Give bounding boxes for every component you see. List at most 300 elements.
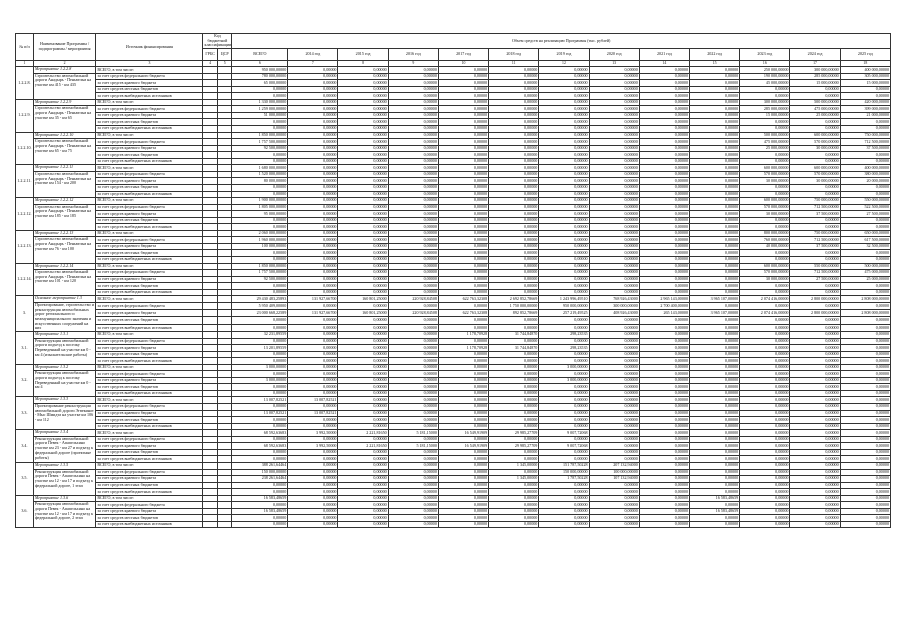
year-cell: 31 744,84870 — [489, 332, 539, 339]
year-cell: 0,00000 — [690, 256, 740, 263]
year-cell: 0,00000 — [489, 351, 539, 358]
funding-source: за счет средств местных бюджетов — [96, 351, 203, 358]
year-cell: 0,00000 — [690, 436, 740, 443]
year-cell: 0,00000 — [388, 515, 438, 522]
year-cell: 0,00000 — [388, 211, 438, 218]
year-cell: 0,00000 — [539, 126, 589, 133]
funding-source: за счет средств внебюджетных источников — [96, 489, 203, 496]
measure-name: Основное мероприятие 1.3 — [33, 296, 95, 303]
year-cell: 0,00000 — [539, 324, 589, 331]
year-cell: 0,00000 — [539, 184, 589, 191]
year-cell: 0,00000 — [438, 476, 488, 483]
year-cell: 420 000,00000 — [840, 99, 890, 106]
year-cell: 0,00000 — [338, 436, 388, 443]
year-cell: 0,00000 — [288, 324, 338, 331]
year-cell: 0,00000 — [288, 139, 338, 146]
year-cell: 0,00000 — [589, 86, 639, 93]
year-cell: 0,00000 — [489, 178, 539, 185]
year-cell: 25 000,00000 — [790, 112, 840, 119]
year-cell: 0,00000 — [589, 126, 639, 133]
year-cell: 0,00000 — [639, 256, 689, 263]
year-cell: 0,00000 — [790, 502, 840, 509]
measure-description: Реконструкция автомобильной дороги Певек - Апапельхино на участке км 12 - км 17 и подъезд к федеральной дороге, 1 этап — [33, 469, 95, 495]
year-cell: 0,00000 — [589, 289, 639, 296]
year-cell: 475 000,00000 — [840, 270, 890, 277]
year-cell: 0,00000 — [740, 184, 790, 191]
year-cell: 0,00000 — [790, 364, 840, 371]
year-cell: 0,00000 — [388, 112, 438, 119]
year-cell: 0,00000 — [690, 377, 740, 384]
year-cell: 0,00000 — [338, 317, 388, 324]
year-cell: 0,00000 — [288, 152, 338, 159]
year-cell: 0,00000 — [338, 371, 388, 378]
year-cell: 0,00000 — [438, 178, 488, 185]
year-cell: 0,00000 — [840, 456, 890, 463]
year-cell: 0,00000 — [740, 324, 790, 331]
year-cell: 0,00000 — [438, 462, 488, 469]
header-kbk: Код бюджетной классификации — [204, 33, 232, 48]
funding-source: ВСЕГО, в том числе: — [96, 430, 203, 437]
year-cell: 0,00000 — [639, 250, 689, 257]
year-cell: 30 000,00000 — [790, 178, 840, 185]
year-cell: 0,00000 — [639, 178, 689, 185]
year-cell: 298,23535 — [539, 345, 589, 352]
year-cell: 0,00000 — [388, 456, 438, 463]
total-cell: 0,00000 — [232, 371, 288, 378]
year-cell: 0,00000 — [840, 302, 890, 309]
year-cell: 0,00000 — [338, 73, 388, 80]
year-cell: 0,00000 — [790, 521, 840, 528]
year-cell: 0,00000 — [539, 80, 589, 87]
year-cell: 0,00000 — [790, 256, 840, 263]
year-cell: 0,00000 — [589, 423, 639, 430]
year-cell: 0,00000 — [740, 224, 790, 231]
total-cell: 0,00000 — [232, 126, 288, 133]
year-cell: 0,00000 — [639, 126, 689, 133]
funding-source: ВСЕГО, в том числе: — [96, 397, 203, 404]
year-cell: 0,00000 — [288, 191, 338, 198]
total-cell: 0,00000 — [232, 250, 288, 257]
year-cell: 0,00000 — [589, 377, 639, 384]
year-cell: 0,00000 — [338, 158, 388, 165]
year-cell: 0,00000 — [840, 476, 890, 483]
year-cell: 0,00000 — [489, 495, 539, 502]
year-cell: 0,00000 — [740, 364, 790, 371]
row-number: 3.4. — [16, 430, 34, 463]
year-cell: 0,00000 — [790, 191, 840, 198]
year-cell: 2 074 416,00000 — [740, 296, 790, 303]
year-cell: 0,00000 — [639, 456, 689, 463]
year-cell: 220 928,84508 — [388, 296, 438, 303]
column-number: 18 — [840, 61, 890, 67]
year-cell: 0,00000 — [489, 502, 539, 509]
year-cell: 0,00000 — [639, 338, 689, 345]
year-cell: 0,00000 — [840, 256, 890, 263]
year-cell: 0,00000 — [438, 80, 488, 87]
column-number: 6 — [232, 61, 288, 67]
total-cell: 0,00000 — [232, 502, 288, 509]
total-cell: 65 000,00000 — [232, 80, 288, 87]
year-cell: 0,00000 — [639, 99, 689, 106]
year-cell: 0,00000 — [489, 489, 539, 496]
total-cell: 0,00000 — [232, 358, 288, 365]
year-cell: 0,00000 — [690, 404, 740, 411]
year-cell: 0,00000 — [690, 224, 740, 231]
year-cell: 0,00000 — [539, 112, 589, 119]
year-cell: 0,00000 — [740, 423, 790, 430]
year-cell: 0,00000 — [388, 93, 438, 100]
year-cell: 5 181,15000 — [388, 430, 438, 437]
year-cell: 622 763,32308 — [438, 296, 488, 303]
year-cell: 0,00000 — [288, 476, 338, 483]
year-cell: 0,00000 — [639, 351, 689, 358]
year-cell: 0,00000 — [489, 139, 539, 146]
total-cell: 0,00000 — [232, 224, 288, 231]
year-cell: 0,00000 — [489, 198, 539, 205]
total-cell: 0,00000 — [232, 317, 288, 324]
funding-source: ВСЕГО, в том числе: — [96, 495, 203, 502]
column-number: 12 — [539, 61, 589, 67]
row-number: 1.2.2.13. — [16, 230, 34, 263]
total-cell: 238 261,64464 — [232, 476, 288, 483]
year-cell: 0,00000 — [288, 423, 338, 430]
year-cell: 40 000,00000 — [740, 243, 790, 250]
year-cell: 0,00000 — [288, 377, 338, 384]
year-cell: 0,00000 — [539, 86, 589, 93]
total-cell: 0,00000 — [232, 152, 288, 159]
funding-source: ВСЕГО, в том числе: — [96, 263, 203, 270]
year-cell: 25 000,00000 — [840, 276, 890, 283]
year-cell: 0,00000 — [639, 191, 689, 198]
year-cell: 0,00000 — [338, 119, 388, 126]
year-cell: 0,00000 — [639, 145, 689, 152]
year-cell: 0,00000 — [338, 289, 388, 296]
year-cell: 0,00000 — [288, 456, 338, 463]
funding-source: за счет средств федерального бюджета — [96, 204, 203, 211]
year-cell: 0,00000 — [589, 384, 639, 391]
funding-source: за счет средств федерального бюджета — [96, 436, 203, 443]
year-cell: 0,00000 — [539, 410, 589, 417]
year-cell: 0,00000 — [589, 397, 639, 404]
year-cell: 0,00000 — [288, 302, 338, 309]
measure-description: Строительство автомобильной дороги Анадырь - Пеньвельм на участке км 65 - км 75 — [33, 139, 95, 165]
year-cell: 0,00000 — [589, 371, 639, 378]
year-cell: 0,00000 — [539, 283, 589, 290]
funding-source: за счет средств федерального бюджета — [96, 139, 203, 146]
year-cell: 0,00000 — [790, 489, 840, 496]
year-cell: 0,00000 — [539, 423, 589, 430]
column-number: 11 — [489, 61, 539, 67]
year-cell: 0,00000 — [489, 191, 539, 198]
year-cell: 0,00000 — [589, 358, 639, 365]
year-cell: 298,23535 — [539, 332, 589, 339]
year-cell: 0,00000 — [740, 358, 790, 365]
year-cell: 0,00000 — [589, 158, 639, 165]
year-cell: 0,00000 — [840, 502, 890, 509]
year-cell: 0,00000 — [639, 224, 689, 231]
year-cell: 0,00000 — [539, 289, 589, 296]
funding-source: за счет средств внебюджетных источников — [96, 390, 203, 397]
year-cell: 0,00000 — [338, 211, 388, 218]
year-cell: 265 143,00000 — [639, 310, 689, 317]
year-cell: 0,00000 — [388, 204, 438, 211]
year-cell: 0,00000 — [288, 482, 338, 489]
total-cell: 13 007,82521 — [232, 410, 288, 417]
year-cell: 0,00000 — [338, 145, 388, 152]
year-cell: 0,00000 — [539, 73, 589, 80]
year-cell: 550 000,00000 — [790, 263, 840, 270]
year-cell: 0,00000 — [790, 390, 840, 397]
year-cell: 190 000,00000 — [740, 73, 790, 80]
header-year: 2024 год — [790, 49, 840, 61]
year-cell: 2 692 852,78669 — [489, 296, 539, 303]
year-cell: 0,00000 — [438, 456, 488, 463]
year-cell: 0,00000 — [690, 230, 740, 237]
year-cell: 0,00000 — [639, 80, 689, 87]
year-cell: 0,00000 — [388, 224, 438, 231]
header-year: 2021 год — [639, 49, 689, 61]
kbk-grbs-cell — [203, 317, 218, 324]
year-cell: 0,00000 — [489, 243, 539, 250]
total-cell: 0,00000 — [232, 283, 288, 290]
year-cell: 0,00000 — [489, 410, 539, 417]
funding-source: ВСЕГО, в том числе: — [96, 198, 203, 205]
year-cell: 300 000,00000 — [790, 67, 840, 74]
year-cell: 0,00000 — [288, 250, 338, 257]
year-cell: 0,00000 — [790, 184, 840, 191]
year-cell: 3 965 107,00000 — [690, 296, 740, 303]
year-cell: 0,00000 — [489, 132, 539, 139]
row-number: 3.5. — [16, 462, 34, 495]
column-number: 8 — [338, 61, 388, 67]
year-cell: 20 000,00000 — [840, 178, 890, 185]
year-cell: 0,00000 — [388, 302, 438, 309]
year-cell: 0,00000 — [790, 126, 840, 133]
year-cell: 0,00000 — [589, 230, 639, 237]
year-cell: 0,00000 — [338, 198, 388, 205]
year-cell: 0,00000 — [589, 145, 639, 152]
year-cell: 0,00000 — [438, 165, 488, 172]
year-cell: 0,00000 — [840, 332, 890, 339]
year-cell: 0,00000 — [690, 73, 740, 80]
year-cell: 0,00000 — [840, 345, 890, 352]
row-number: 3. — [16, 296, 34, 332]
year-cell: 0,00000 — [790, 430, 840, 437]
year-cell: 0,00000 — [589, 430, 639, 437]
year-cell: 0,00000 — [338, 276, 388, 283]
year-cell: 0,00000 — [840, 430, 890, 437]
year-cell: 0,00000 — [790, 417, 840, 424]
year-cell: 0,00000 — [690, 250, 740, 257]
year-cell: 0,00000 — [639, 211, 689, 218]
year-cell: 0,00000 — [489, 417, 539, 424]
measure-description: Реконструкция автомобильной дороги Певек - Апапельхино на участке км 12 - км 17 и подъезд к федеральной дороге, 2 этап — [33, 502, 95, 528]
total-cell: 13 201,89559 — [232, 345, 288, 352]
year-cell: 0,00000 — [338, 495, 388, 502]
year-cell: 0,00000 — [639, 152, 689, 159]
year-cell: 0,00000 — [589, 449, 639, 456]
year-cell: 0,00000 — [840, 495, 890, 502]
year-cell: 0,00000 — [489, 324, 539, 331]
year-cell: 0,00000 — [338, 256, 388, 263]
year-cell: 0,00000 — [639, 515, 689, 522]
year-cell: 0,00000 — [639, 184, 689, 191]
kbk-grbs-cell — [203, 521, 218, 528]
year-cell: 0,00000 — [589, 204, 639, 211]
year-cell: 0,00000 — [489, 106, 539, 113]
year-cell: 0,00000 — [388, 324, 438, 331]
year-cell: 0,00000 — [388, 332, 438, 339]
year-cell: 0,00000 — [288, 469, 338, 476]
funding-source: за счет средств местных бюджетов — [96, 152, 203, 159]
year-cell: 0,00000 — [690, 270, 740, 277]
year-cell: 0,00000 — [690, 417, 740, 424]
year-cell: 0,00000 — [489, 171, 539, 178]
year-cell: 0,00000 — [639, 171, 689, 178]
year-cell: 0,00000 — [489, 99, 539, 106]
year-cell: 16 583,48659 — [690, 495, 740, 502]
year-cell: 0,00000 — [489, 126, 539, 133]
year-cell: 3 000,00000 — [539, 364, 589, 371]
funding-source: за счет средств краевого бюджета — [96, 243, 203, 250]
year-cell: 0,00000 — [589, 263, 639, 270]
column-number: 4 — [203, 61, 218, 67]
year-cell: 0,00000 — [288, 106, 338, 113]
year-cell: 0,00000 — [489, 371, 539, 378]
year-cell: 0,00000 — [438, 276, 488, 283]
year-cell: 0,00000 — [589, 80, 639, 87]
header-csr: ЦСР — [217, 49, 232, 61]
year-cell: 0,00000 — [388, 482, 438, 489]
year-cell: 0,00000 — [690, 423, 740, 430]
total-cell: 0,00000 — [232, 423, 288, 430]
year-cell: 0,00000 — [438, 86, 488, 93]
year-cell: 0,00000 — [288, 256, 338, 263]
header-year: 2019 год — [539, 49, 589, 61]
year-cell: 712 500,00000 — [790, 237, 840, 244]
year-cell: 0,00000 — [639, 384, 689, 391]
year-cell: 600 000,00000 — [740, 263, 790, 270]
year-cell: 0,00000 — [388, 243, 438, 250]
year-cell: 0,00000 — [740, 93, 790, 100]
year-cell: 0,00000 — [790, 515, 840, 522]
year-cell: 0,00000 — [589, 250, 639, 257]
year-cell: 0,00000 — [489, 384, 539, 391]
funding-source: за счет средств краевого бюджета — [96, 276, 203, 283]
year-cell: 0,00000 — [288, 364, 338, 371]
year-cell: 0,00000 — [639, 283, 689, 290]
year-cell: 0,00000 — [438, 263, 488, 270]
total-cell: 1 900 000,00000 — [232, 198, 288, 205]
year-cell: 0,00000 — [489, 256, 539, 263]
year-cell: 570 000,00000 — [740, 270, 790, 277]
year-cell: 0,00000 — [338, 165, 388, 172]
total-cell: 1 850 000,00000 — [232, 132, 288, 139]
year-cell: 0,00000 — [740, 508, 790, 515]
funding-source: за счет средств краевого бюджета — [96, 345, 203, 352]
year-cell: 0,00000 — [840, 397, 890, 404]
year-cell: 0,00000 — [840, 93, 890, 100]
year-cell: 0,00000 — [338, 263, 388, 270]
year-cell: 0,00000 — [288, 165, 338, 172]
year-cell: 0,00000 — [740, 119, 790, 126]
year-cell: 0,00000 — [338, 302, 388, 309]
year-cell: 0,00000 — [589, 139, 639, 146]
year-cell: 0,00000 — [388, 198, 438, 205]
year-cell: 0,00000 — [840, 324, 890, 331]
year-cell: 0,00000 — [288, 230, 338, 237]
year-cell: 0,00000 — [690, 237, 740, 244]
year-cell: 0,00000 — [539, 224, 589, 231]
total-cell: 150 000,00000 — [232, 469, 288, 476]
year-cell: 0,00000 — [338, 515, 388, 522]
year-cell: 0,00000 — [790, 332, 840, 339]
year-cell: 37 500,00000 — [840, 145, 890, 152]
year-cell: 0,00000 — [288, 417, 338, 424]
year-cell: 0,00000 — [489, 317, 539, 324]
year-cell: 0,00000 — [388, 364, 438, 371]
row-number: 1.2.2.14. — [16, 263, 34, 296]
year-cell: 0,00000 — [840, 371, 890, 378]
year-cell: 0,00000 — [288, 449, 338, 456]
year-cell: 0,00000 — [539, 139, 589, 146]
year-cell: 0,00000 — [539, 178, 589, 185]
year-cell: 0,00000 — [690, 132, 740, 139]
year-cell: 0,00000 — [690, 126, 740, 133]
year-cell: 0,00000 — [288, 436, 338, 443]
year-cell: 0,00000 — [388, 371, 438, 378]
year-cell: 0,00000 — [489, 515, 539, 522]
year-cell: 0,00000 — [740, 384, 790, 391]
year-cell: 0,00000 — [388, 289, 438, 296]
funding-table — [15, 33, 891, 528]
year-cell: 0,00000 — [740, 126, 790, 133]
year-cell: 0,00000 — [489, 230, 539, 237]
year-cell: 0,00000 — [690, 152, 740, 159]
year-cell: 0,00000 — [539, 270, 589, 277]
year-cell: 0,00000 — [539, 502, 589, 509]
year-cell: 0,00000 — [438, 515, 488, 522]
year-cell: 0,00000 — [438, 171, 488, 178]
year-cell: 0,00000 — [388, 449, 438, 456]
year-cell: 0,00000 — [840, 521, 890, 528]
year-cell: 0,00000 — [589, 93, 639, 100]
year-cell: 257 219,49525 — [539, 310, 589, 317]
funding-source: за счет средств федерального бюджета — [96, 302, 203, 309]
year-cell: 0,00000 — [589, 410, 639, 417]
year-cell: 0,00000 — [589, 436, 639, 443]
year-cell: 0,00000 — [840, 462, 890, 469]
year-cell: 0,00000 — [288, 198, 338, 205]
year-cell: 29 985,27709 — [489, 430, 539, 437]
year-cell: 0,00000 — [438, 67, 488, 74]
funding-source: за счет средств федерального бюджета — [96, 371, 203, 378]
funding-source: ВСЕГО, в том числе: — [96, 132, 203, 139]
year-cell: 0,00000 — [489, 158, 539, 165]
year-cell: 0,00000 — [338, 283, 388, 290]
year-cell: 650 000,00000 — [840, 230, 890, 237]
year-cell: 0,00000 — [388, 410, 438, 417]
total-cell: 0,00000 — [232, 119, 288, 126]
year-cell: 0,00000 — [589, 132, 639, 139]
year-cell: 0,00000 — [690, 489, 740, 496]
measure-name: Мероприятие 1.2.2.10 — [33, 132, 95, 139]
total-cell: 68 592,63683 — [232, 430, 288, 437]
funding-source: ВСЕГО, в том числе: — [96, 462, 203, 469]
year-cell: 0,00000 — [489, 145, 539, 152]
funding-source: за счет средств федерального бюджета — [96, 502, 203, 509]
total-cell: 1 805 000,00000 — [232, 204, 288, 211]
